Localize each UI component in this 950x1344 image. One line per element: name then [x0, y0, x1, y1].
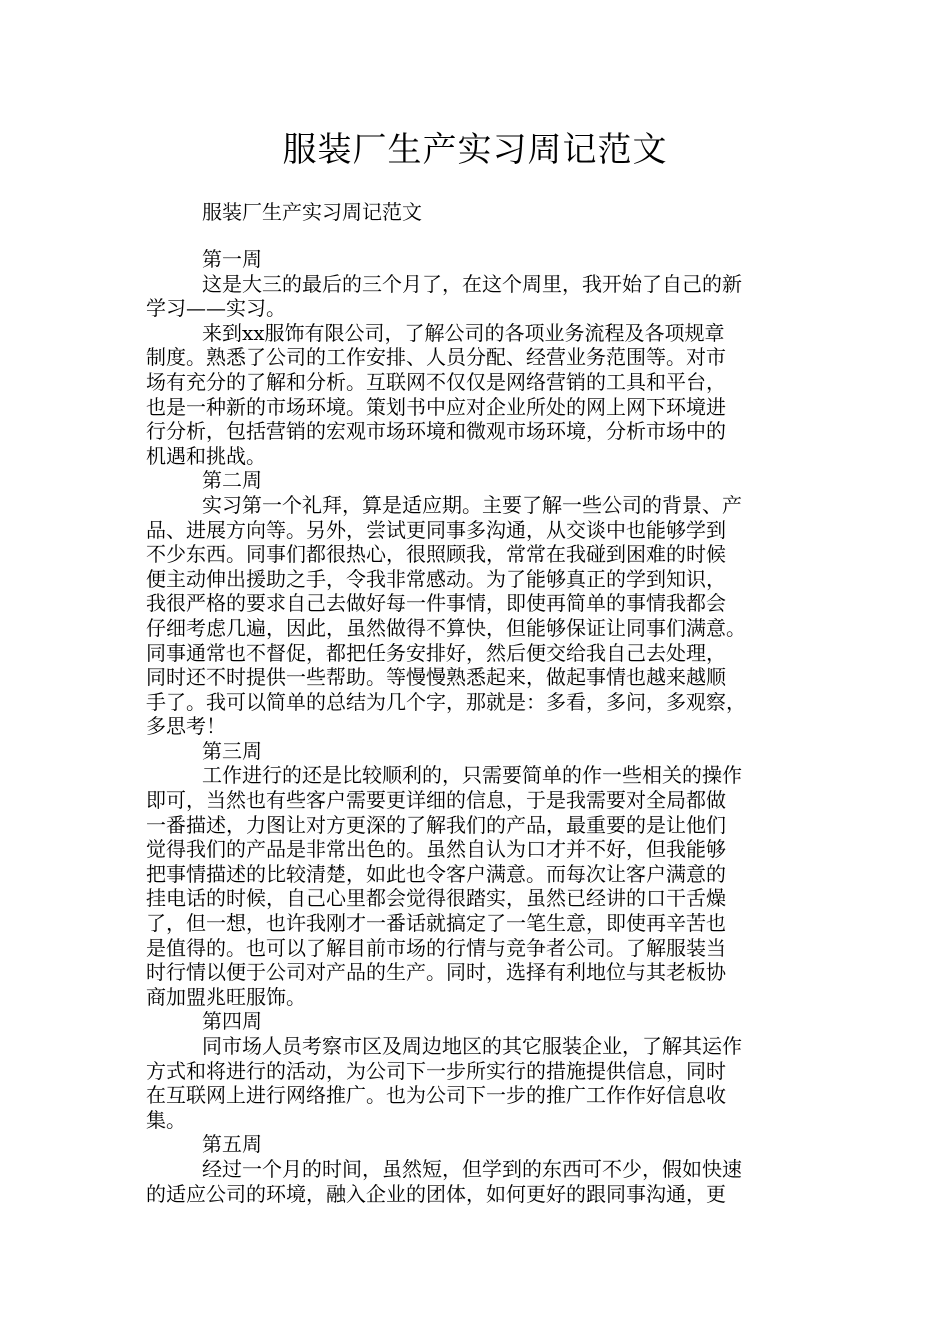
body-line: 实习第一个礼拜，算是适应期。主要了解一些公司的背景、产	[202, 492, 742, 517]
body-line: 在互联网上进行网络推广。也为公司下一步的推广工作作好信息收	[146, 1083, 726, 1108]
body-line: 挂电话的时候，自己心里都会觉得很踏实，虽然已经讲的口干舌燥	[146, 886, 726, 911]
body-line: 一番描述，力图让对方更深的了解我们的产品，最重要的是让他们	[146, 812, 726, 837]
body-line: 场有充分的了解和分析。互联网不仅仅是网络营销的工具和平台，	[146, 369, 726, 394]
document-body	[146, 247, 826, 1206]
body-line: 第五周	[202, 1132, 262, 1157]
body-line: 我很严格的要求自己去做好每一件事情，即使再简单的事情我都会	[146, 591, 726, 616]
body-line: 来到xx服饰有限公司，了解公司的各项业务流程及各项规章	[202, 320, 725, 345]
body-line: 品、进展方向等。另外，尝试更同事多沟通，从交谈中也能够学到	[146, 517, 726, 542]
body-line: 多思考！	[146, 714, 226, 739]
document-title: 服装厂生产实习周记范文	[282, 130, 668, 170]
body-line: 机遇和挑战。	[146, 443, 266, 468]
body-line: 了，但一想，也许我刚才一番话就搞定了一笔生意，即使再辛苦也	[146, 911, 726, 936]
body-line: 工作进行的还是比较顺利的，只需要简单的作一些相关的操作	[202, 763, 742, 788]
body-line: 方式和将进行的活动，为公司下一步所实行的措施提供信息，同时	[146, 1058, 726, 1083]
body-line: 的适应公司的环境，融入企业的团体，如何更好的跟同事沟通，更	[146, 1181, 726, 1206]
body-line: 第一周	[202, 247, 262, 271]
body-line: 便主动伸出援助之手，令我非常感动。为了能够真正的学到知识，	[146, 566, 726, 591]
body-line: 这是大三的最后的三个月了，在这个周里，我开始了自己的新	[202, 271, 742, 296]
body-line: 不少东西。同事们都很热心，很照顾我，常常在我碰到困难的时候	[146, 542, 726, 567]
body-line: 第四周	[202, 1009, 262, 1034]
body-line: 也是一种新的市场环境。策划书中应对企业所处的网上网下环境进	[146, 394, 726, 419]
body-line: 时行情以便于公司对产品的生产。同时，选择有利地位与其老板协	[146, 960, 726, 985]
body-line: 第二周	[202, 468, 262, 493]
body-line: 学习——实习。	[146, 296, 286, 321]
body-line: 把事情描述的比较清楚，如此也令客户满意。而每次让客户满意的	[146, 861, 726, 886]
body-line: 即可，当然也有些客户需要更详细的信息，于是我需要对全局都做	[146, 788, 726, 813]
document-subtitle: 服装厂生产实习周记范文	[202, 200, 422, 224]
body-line: 商加盟兆旺服饰。	[146, 984, 306, 1009]
body-line: 是值得的。也可以了解目前市场的行情与竞争者公司。了解服装当	[146, 935, 726, 960]
body-line: 手了。我可以简单的总结为几个字，那就是：多看，多问，多观察，	[146, 689, 746, 714]
body-line: 同市场人员考察市区及周边地区的其它服装企业，了解其运作	[202, 1034, 742, 1058]
body-line: 仔细考虑几遍，因此，虽然做得不算快，但能够保证让同事们满意。	[146, 615, 746, 640]
body-line: 行分析，包括营销的宏观市场环境和微观市场环境，分析市场中的	[146, 419, 726, 444]
body-line: 第三周	[202, 738, 262, 763]
body-line: 觉得我们的产品是非常出色的。虽然自认为口才并不好，但我能够	[146, 837, 726, 862]
body-line: 同时还不时提供一些帮助。等慢慢熟悉起来，做起事情也越来越顺	[146, 665, 726, 690]
body-line: 同事通常也不督促，都把任务安排好，然后便交给我自己去处理，	[146, 640, 726, 665]
body-line: 经过一个月的时间，虽然短，但学到的东西可不少，假如快速	[202, 1156, 742, 1181]
body-line: 制度。熟悉了公司的工作安排、人员分配、经营业务范围等。对市	[146, 345, 726, 370]
body-line: 集。	[146, 1107, 186, 1132]
